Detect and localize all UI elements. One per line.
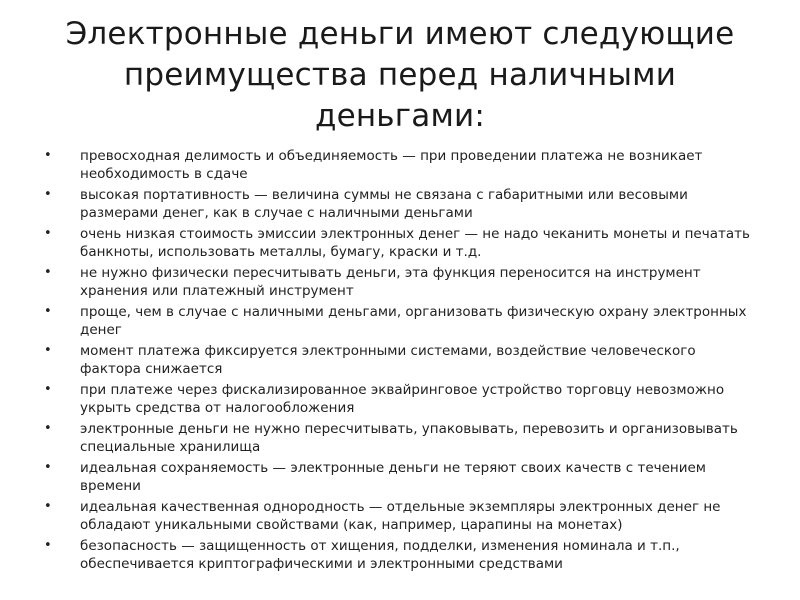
bullet-text: превосходная делимость и объединяемость — при проведении платежа не возникает необходимость в сдаче (80, 148, 703, 182)
bullet-icon: • (44, 460, 52, 475)
bullet-text: момент платежа фиксируется электронными системами, воздействие человеческого фактора снижается (80, 343, 696, 377)
bullet-icon: • (44, 226, 52, 241)
bullet-icon: • (44, 187, 52, 202)
bullet-item (40, 420, 760, 456)
slide-title: Электронные деньги имеют следующие преимущества перед наличными деньгами: (65, 16, 735, 134)
bullet-item (40, 264, 760, 300)
bullet-icon: • (44, 304, 52, 319)
bullet-item (40, 186, 760, 222)
bullet-icon: • (44, 148, 52, 163)
bullet-text: идеальная сохраняемость — электронные деньги не теряют своих качеств с течением времени (80, 460, 706, 494)
bullet-text: при платеже через фискализированное эквайринговое устройство торговцу невозможно укрыть средства от налогообложения (80, 382, 725, 416)
bullet-item (40, 225, 760, 261)
bullet-item (40, 342, 760, 378)
bullet-text: электронные деньги не нужно пересчитывать, упаковывать, перевозить и организовывать специальные хранилища (80, 421, 738, 455)
bullet-item (40, 537, 760, 573)
bullet-text: проще, чем в случае с наличными деньгами, организовать физическую охрану электронных денег (80, 304, 747, 338)
bullet-icon: • (44, 538, 52, 553)
bullet-item (40, 147, 760, 183)
bullet-icon: • (44, 265, 52, 280)
bullet-item (40, 381, 760, 417)
bullet-list (40, 147, 760, 573)
bullet-icon: • (44, 382, 52, 397)
bullet-item (40, 498, 760, 534)
bullet-text: безопасность — защищенность от хищения, подделки, изменения номинала и т.п., обеспечивается криптографическими и электронными средствами (80, 538, 680, 572)
bullet-text: очень низкая стоимость эмиссии электронных денег — не надо чеканить монеты и печатать банкноты, использовать металлы, бумагу, краски и т.д. (80, 226, 750, 260)
bullet-text: идеальная качественная однородность — отдельные экземпляры электронных денег не обладают уникальными свойствами (как, например, царапины на монетах) (80, 499, 721, 533)
bullet-icon: • (44, 499, 52, 514)
bullet-text: высокая портативность — величина суммы не связана с габаритными или весовыми размерами денег, как в случае с наличными деньгами (80, 187, 688, 221)
bullet-item (40, 303, 760, 339)
bullet-icon: • (44, 421, 52, 436)
bullet-text: не нужно физически пересчитывать деньги, эта функция переносится на инструмент хранения или платежный инструмент (80, 265, 701, 299)
bullet-icon: • (44, 343, 52, 358)
bullet-item (40, 459, 760, 495)
